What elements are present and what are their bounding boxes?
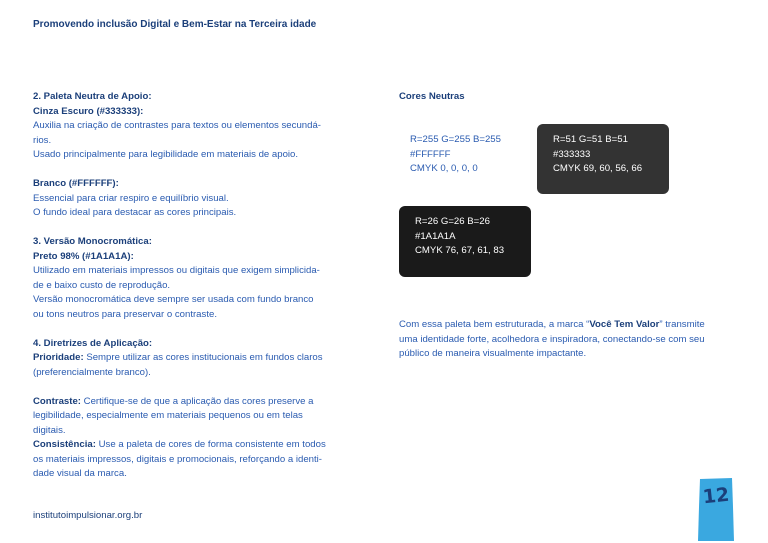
- black-desc-3: Versão monocromática deve sempre ser usada com fundo branco: [33, 294, 314, 305]
- swatch-black: [399, 206, 531, 277]
- priority-label: Prioridade:: [33, 352, 84, 363]
- page-number: 12: [701, 483, 731, 509]
- summary-line-1: [399, 318, 739, 333]
- footer-url: institutoimpulsionar.org.br: [33, 510, 143, 521]
- summary-paragraph: [399, 318, 739, 362]
- white-desc-2: O fundo ideal para destacar as cores principais.: [33, 207, 237, 218]
- section-3-title: 3. Versão Monocromática:: [33, 236, 152, 247]
- brand-name: Você Tem Valor: [589, 319, 660, 330]
- section-2-title: 2. Paleta Neutra de Apoio:: [33, 91, 152, 102]
- swatch-white-hex: #FFFFFF: [410, 148, 451, 160]
- black-desc-4: ou tons neutros para preservar o contraste.: [33, 308, 217, 320]
- summary-pre: Com essa paleta bem estruturada, a marca “: [399, 319, 590, 330]
- consistency-line-2: os materiais impressos, digitais e promocionais, reforçando a identi-: [33, 453, 323, 465]
- consistency-line: [33, 438, 353, 453]
- neutral-colors-title: Cores Neutras: [399, 91, 465, 102]
- black-label: Preto 98% (#1A1A1A):: [33, 250, 134, 262]
- page-number-badge: [697, 477, 735, 542]
- summary-line-2: uma identidade forte, acolhedora e inspiradora, conectando-se com seu: [399, 333, 705, 345]
- swatch-white-rgb: R=255 G=255 B=255: [410, 134, 501, 145]
- swatch-gray-rgb: R=51 G=51 B=51: [553, 134, 628, 145]
- swatch-black-cmyk: CMYK 76, 67, 61, 83: [415, 245, 505, 256]
- swatch-black-rgb: R=26 G=26 B=26: [415, 216, 490, 227]
- gray-desc-3: Usado principalmente para legibilidade em materiais de apoio.: [33, 149, 299, 160]
- contrast-line-2: legibilidade, especialmente em materiais pequenos ou em telas: [33, 410, 303, 421]
- white-label: Branco (#FFFFFF):: [33, 178, 119, 189]
- summary-line-3: público de maneira visualmente impactante.: [399, 348, 587, 359]
- summary-post: ” transmite: [659, 319, 705, 330]
- consistency-text: Use a paleta de cores de forma consistente em todos: [95, 439, 326, 450]
- contrast-label: Contraste:: [33, 395, 81, 407]
- black-desc-1: Utilizado em materiais impressos ou digitais que exigem simplicida-: [33, 265, 320, 276]
- swatch-black-hex: #1A1A1A: [415, 230, 456, 242]
- gray-desc-1: Auxilia na criação de contrastes para textos ou elementos secundá-: [33, 120, 321, 131]
- gray-desc-2: rios.: [33, 134, 52, 146]
- left-column: [33, 90, 353, 482]
- contrast-line-3: digitais.: [33, 424, 66, 436]
- priority-line: [33, 351, 353, 366]
- swatch-gray-hex: #333333: [553, 148, 591, 160]
- black-desc-2: de e baixo custo de reprodução.: [33, 279, 171, 291]
- swatch-gray: [537, 124, 669, 194]
- swatch-white-cmyk: CMYK 0, 0, 0, 0: [410, 163, 478, 174]
- gray-label: Cinza Escuro (#333333):: [33, 105, 144, 117]
- swatch-white: [394, 124, 529, 194]
- section-4-title: 4. Diretrizes de Aplicação:: [33, 337, 153, 349]
- consistency-line-3: dade visual da marca.: [33, 468, 127, 479]
- contrast-text: Certifique-se de que a aplicação das cores preserve a: [80, 395, 314, 407]
- swatch-gray-cmyk: CMYK 69, 60, 56, 66: [553, 163, 643, 174]
- white-desc-1: Essencial para criar respiro e equilíbrio visual.: [33, 192, 229, 204]
- contrast-line: [33, 395, 353, 410]
- consistency-label: Consistência:: [33, 439, 96, 450]
- priority-text: Sempre utilizar as cores institucionais em fundos claros: [83, 352, 323, 363]
- priority-line-2: (preferencialmente branco).: [33, 366, 151, 378]
- page-header: Promovendo inclusão Digital e Bem-Estar na Terceira idade: [33, 19, 317, 30]
